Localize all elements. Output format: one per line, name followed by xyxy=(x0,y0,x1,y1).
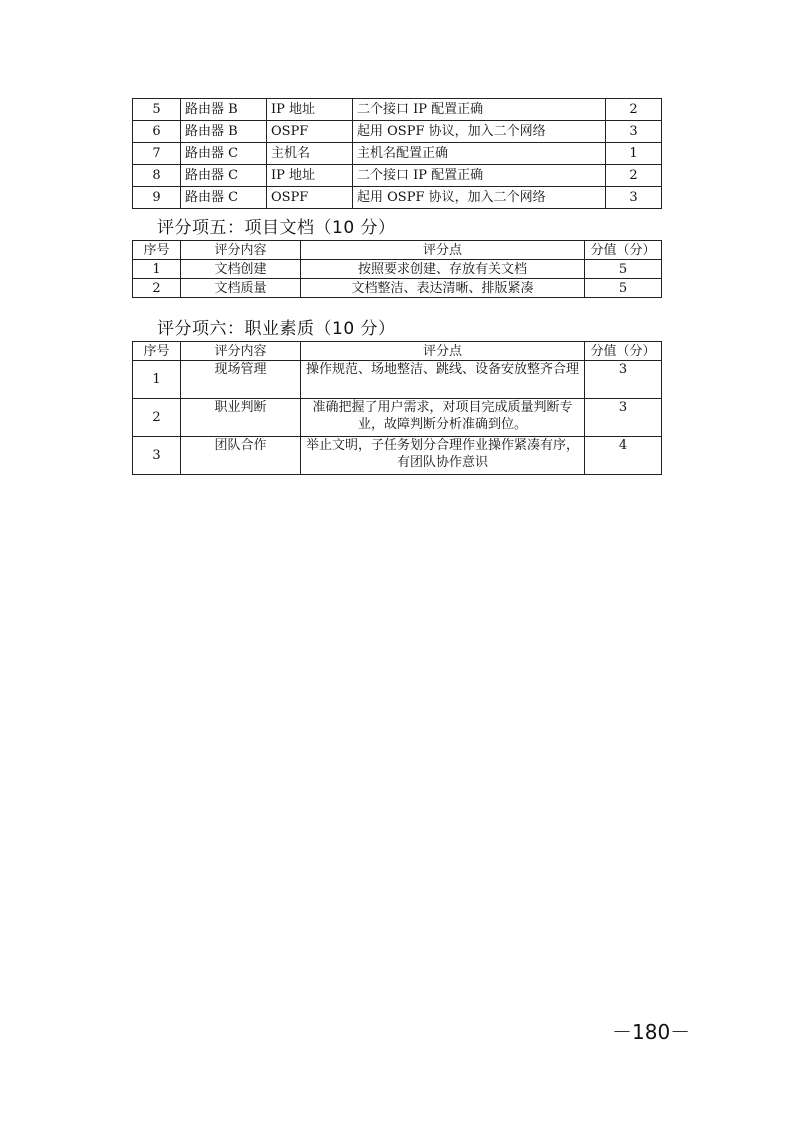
device-cell: 路由器 C xyxy=(181,165,267,187)
score-cell: 5 xyxy=(585,260,662,279)
table-header-row xyxy=(133,342,662,361)
score-cell: 4 xyxy=(585,437,662,475)
content-cell: 职业判断 xyxy=(181,399,301,437)
score-cell: 1 xyxy=(606,143,662,165)
criteria-cell: 文档整洁、表达清晰、排版紧凑 xyxy=(301,279,585,298)
score-cell: 3 xyxy=(585,399,662,437)
criteria-cell: 准确把握了用户需求，对项目完成质量判断专业，故障判断分析准确到位。 xyxy=(301,399,585,437)
score-cell: 3 xyxy=(585,361,662,399)
score-cell: 3 xyxy=(606,121,662,143)
content-cell: 文档创建 xyxy=(181,260,301,279)
item-cell: OSPF xyxy=(267,121,353,143)
criteria-cell: 起用 OSPF 协议，加入二个网络 xyxy=(353,187,606,209)
header-cell: 序号 xyxy=(133,342,181,361)
header-cell: 评分点 xyxy=(301,342,585,361)
header-cell: 分值（分） xyxy=(585,342,662,361)
item-cell: IP 地址 xyxy=(267,99,353,121)
row-number: 5 xyxy=(133,99,181,121)
device-cell: 路由器 B xyxy=(181,99,267,121)
row-number: 1 xyxy=(133,361,181,399)
scoring-table-professionalism xyxy=(132,341,662,475)
score-cell: 3 xyxy=(606,187,662,209)
criteria-cell: 主机名配置正确 xyxy=(353,143,606,165)
table-row xyxy=(133,165,662,187)
header-cell: 评分内容 xyxy=(181,342,301,361)
table-header-row xyxy=(133,241,662,260)
criteria-cell: 二个接口 IP 配置正确 xyxy=(353,165,606,187)
table-row xyxy=(133,361,662,399)
table-row xyxy=(133,437,662,475)
criteria-cell: 二个接口 IP 配置正确 xyxy=(353,99,606,121)
content-cell: 文档质量 xyxy=(181,279,301,298)
row-number: 3 xyxy=(133,437,181,475)
table-row xyxy=(133,187,662,209)
header-cell: 评分点 xyxy=(301,241,585,260)
header-cell: 分值（分） xyxy=(585,241,662,260)
criteria-cell: 操作规范、场地整洁、跳线、设备安放整齐合理 xyxy=(301,361,585,399)
row-number: 2 xyxy=(133,399,181,437)
item-cell: 主机名 xyxy=(267,143,353,165)
section-title-documents: 评分项五：项目文档（10 分） xyxy=(157,218,396,238)
table-row xyxy=(133,399,662,437)
page-number: －180－ xyxy=(612,1020,691,1044)
item-cell: OSPF xyxy=(267,187,353,209)
content-cell: 团队合作 xyxy=(181,437,301,475)
score-cell: 2 xyxy=(606,165,662,187)
item-cell: IP 地址 xyxy=(267,165,353,187)
row-number: 9 xyxy=(133,187,181,209)
header-cell: 序号 xyxy=(133,241,181,260)
score-cell: 5 xyxy=(585,279,662,298)
device-cell: 路由器 C xyxy=(181,143,267,165)
table-row xyxy=(133,99,662,121)
row-number: 1 xyxy=(133,260,181,279)
score-cell: 2 xyxy=(606,99,662,121)
scoring-table-routers xyxy=(132,98,662,209)
scoring-table-documents xyxy=(132,240,662,298)
content-cell: 现场管理 xyxy=(181,361,301,399)
header-cell: 评分内容 xyxy=(181,241,301,260)
criteria-cell: 按照要求创建、存放有关文档 xyxy=(301,260,585,279)
table-row xyxy=(133,260,662,279)
table-row xyxy=(133,121,662,143)
table-row xyxy=(133,143,662,165)
row-number: 8 xyxy=(133,165,181,187)
row-number: 6 xyxy=(133,121,181,143)
row-number: 7 xyxy=(133,143,181,165)
criteria-cell: 举止文明，子任务划分合理作业操作紧凑有序，有团队协作意识 xyxy=(301,437,585,475)
row-number: 2 xyxy=(133,279,181,298)
device-cell: 路由器 C xyxy=(181,187,267,209)
device-cell: 路由器 B xyxy=(181,121,267,143)
section-title-professionalism: 评分项六：职业素质（10 分） xyxy=(157,319,396,339)
table-row xyxy=(133,279,662,298)
criteria-cell: 起用 OSPF 协议，加入二个网络 xyxy=(353,121,606,143)
